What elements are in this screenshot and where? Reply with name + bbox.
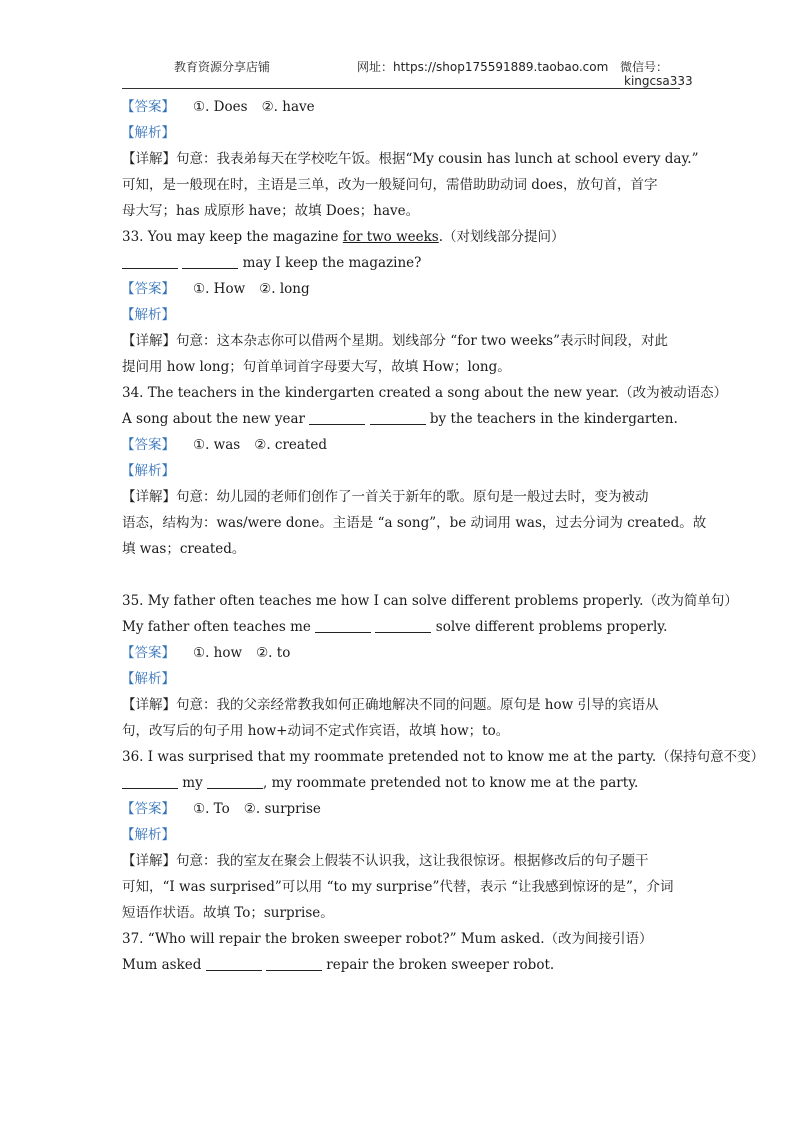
question-36: 36. I was surprised that my roommate pretended not to know me at the party.（保持句意不变）	[122, 749, 765, 765]
detail-tag: 【详解】	[122, 697, 176, 713]
detail-tag: 【详解】	[122, 333, 176, 349]
detail-text: 可知，“I was surprised”可以用 “to my surprise”代替，表示 “让我感到惊讶的是”，介词	[122, 879, 674, 895]
blank-2[interactable]	[370, 410, 426, 425]
fill-text: solve different problems properly.	[431, 619, 668, 635]
fill-text: by the teachers in the kindergarten.	[425, 411, 678, 427]
fill-text: repair the broken sweeper robot.	[322, 957, 555, 973]
blank-1[interactable]	[309, 410, 365, 425]
answer-1: ①. How	[193, 281, 246, 297]
fill-line	[122, 952, 682, 978]
header-divider	[122, 88, 680, 89]
answer-2: ②. surprise	[243, 801, 321, 817]
detail-text: 母大写；has 成原形 have；故填 Does；have。	[122, 203, 420, 219]
analysis-tag: 【解析】	[121, 307, 175, 323]
detail-text: 可知，是一般现在时，主语是三单，改为一般疑问句，需借助助动词 does，放句首，首字	[122, 177, 658, 193]
question-33	[122, 224, 682, 250]
answer-line	[122, 276, 682, 302]
detail-text: 语态，结构为：was/were done。主语是 “a song”，be 动词用 was，过去分词为 created。故	[122, 515, 707, 531]
analysis-line	[122, 666, 682, 692]
fill-text: may I keep the magazine?	[238, 255, 422, 271]
fill-text: A song about the new year	[122, 411, 310, 427]
answer-line	[122, 796, 682, 822]
fill-text: , my roommate pretended not to know me at the party.	[263, 775, 639, 791]
analysis-line	[122, 458, 682, 484]
blank-1[interactable]	[315, 618, 371, 633]
fill-text: Mum asked	[122, 957, 206, 973]
detail-line	[122, 848, 682, 874]
answer-tag: 【答案】	[121, 645, 175, 661]
underlined-phrase: for two weeks	[342, 229, 439, 245]
fill-text: My father often teaches me	[122, 619, 316, 635]
answer-1: ①. how	[193, 645, 243, 661]
answer-tag: 【答案】	[121, 99, 175, 115]
fill-line	[122, 250, 682, 276]
answer-2: ②. created	[254, 437, 328, 453]
blank-1[interactable]	[122, 774, 178, 789]
detail-text: 短语作状语。故填 To；surprise。	[122, 905, 334, 921]
answer-1: ①. was	[193, 437, 241, 453]
fill-line	[122, 406, 682, 432]
page-header	[122, 55, 693, 89]
detail-tag: 【详解】	[122, 853, 176, 869]
answer-tag: 【答案】	[121, 281, 175, 297]
blank-2[interactable]	[207, 774, 263, 789]
detail-text: 句，改写后的句子用 how+动词不定式作宾语，故填 how；to。	[122, 723, 510, 739]
detail-line	[122, 692, 682, 718]
detail-text: 提问用 how long；句首单词首字母要大写，故填 How；long。	[122, 359, 511, 375]
answer-2: ②. long	[259, 281, 310, 297]
wechat-id: kingcsa333	[624, 74, 693, 88]
analysis-line	[122, 302, 682, 328]
question-text: 33. You may keep the magazine	[122, 229, 343, 245]
analysis-tag: 【解析】	[121, 671, 175, 687]
detail-tag: 【详解】	[122, 151, 176, 167]
shop-url[interactable]: 网址：https://shop175591889.taobao.com	[357, 60, 609, 74]
analysis-line	[122, 822, 682, 848]
analysis-line	[122, 120, 682, 146]
blank-2[interactable]	[182, 254, 238, 269]
spacer	[122, 562, 682, 588]
wechat-label: 微信号：	[620, 60, 669, 74]
blank-1[interactable]	[122, 254, 178, 269]
answer-tag: 【答案】	[121, 437, 175, 453]
answer-line	[122, 640, 682, 666]
question-37: 37. “Who will repair the broken sweeper robot?” Mum asked.（改为间接引语）	[122, 931, 653, 947]
answer-1: ①. To	[193, 801, 230, 817]
fill-line	[122, 770, 682, 796]
detail-line	[122, 484, 682, 510]
answer-line	[122, 94, 682, 120]
analysis-tag: 【解析】	[121, 125, 175, 141]
blank-2[interactable]	[375, 618, 431, 633]
detail-text: 句意：这本杂志你可以借两个星期。划线部分 “for two weeks”表示时间段，对此	[176, 333, 669, 349]
answer-line	[122, 432, 682, 458]
question-34: 34. The teachers in the kindergarten created a song about the new year.（改为被动语态）	[122, 385, 728, 401]
fill-line	[122, 614, 682, 640]
blank-2[interactable]	[266, 956, 322, 971]
document-body	[121, 94, 765, 978]
detail-text: 填 was；created。	[122, 541, 246, 557]
detail-text: 句意：我的室友在聚会上假装不认识我，这让我很惊讶。根据修改后的句子题干	[176, 853, 649, 869]
answer-1: ①. Does	[193, 99, 248, 115]
analysis-tag: 【解析】	[121, 827, 175, 843]
question-instruction: .（对划线部分提问）	[438, 229, 565, 245]
detail-text: 句意：我表弟每天在学校吃午饭。根据“My cousin has lunch at school every day.”	[176, 151, 699, 167]
answer-2: ②. to	[256, 645, 291, 661]
detail-line	[122, 328, 682, 354]
answer-2: ②. have	[261, 99, 315, 115]
answer-tag: 【答案】	[121, 801, 175, 817]
detail-text: 句意：我的父亲经常教我如何正确地解决不同的问题。原句是 how 引导的宾语从	[176, 697, 659, 713]
blank-1[interactable]	[206, 956, 262, 971]
question-35: 35. My father often teaches me how I can solve different problems properly.（改为简单句）	[122, 593, 738, 609]
fill-text: my	[178, 775, 208, 791]
detail-text: 句意：幼儿园的老师们创作了一首关于新年的歌。原句是一般过去时，变为被动	[176, 489, 649, 505]
analysis-tag: 【解析】	[121, 463, 175, 479]
shop-name: 教育资源分享店铺	[174, 60, 271, 74]
detail-tag: 【详解】	[122, 489, 176, 505]
detail-line	[122, 146, 699, 172]
